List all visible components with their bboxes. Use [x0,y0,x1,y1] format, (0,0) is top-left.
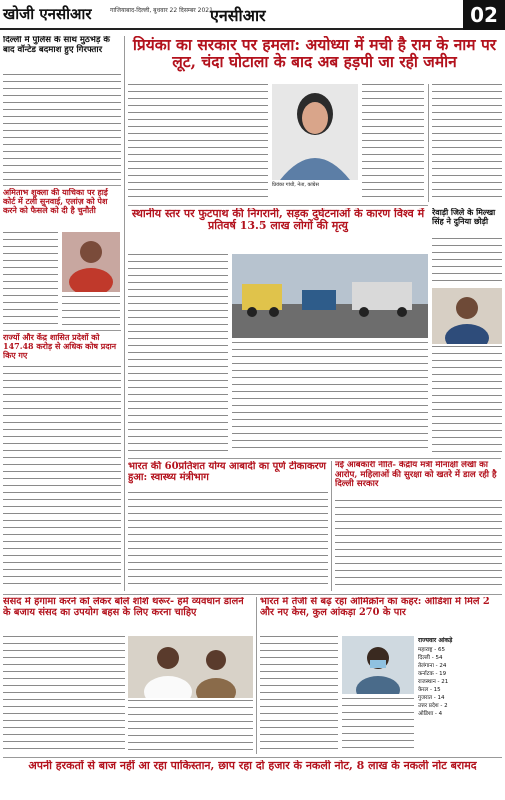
omicron-stat-item: उत्तर प्रदेश - 2 [418,703,448,709]
road-body [128,254,228,454]
amit-photo [62,232,120,292]
rewari-headline-block [432,208,502,236]
omicron-stat-item: दिल्ली - 54 [418,655,443,661]
section-title: एनसीआर [210,6,266,25]
priyanka-body [128,84,268,202]
rewari-body [432,238,502,286]
delhi-police-headline: दिल्ली में पुलिस के साथ मुठभेड़ के बाद वॉन्टेड बदमाश हुए गिरफ्तार [3,36,110,55]
omicron-body-2 [342,698,414,754]
vaccine-headline: भारत की 60प्रतिशत योग्य आबादी का पूर्ण टीकाकरण हुआ: स्वास्थ्य मंत्रीभाग [128,461,326,484]
omicron-photo [342,636,414,694]
priyanka-photo [272,84,358,180]
priyanka-body-2 [362,84,424,202]
page-number: 02 [463,0,505,30]
priyanka-headline: प्रियंका का सरकार पर हमला: अयोध्या में मची है राम के नाम पर लूट, चंदा घोटाला के बाद अब हड़पी जा रही जमीन [132,36,497,72]
amit-headline: अमिताभ शुक्ला की याचिका पर हाई कोर्ट में टली सुनवाई, एलांज़ को पेश करने को फैसले को दी है चुनौती [3,188,108,215]
omicron-stat-item: राजस्थान - 21 [418,679,449,685]
excise-headline-block [335,461,502,497]
omicron-stat-item: ओडिशा - 4 [418,711,443,717]
amit-headline-block [3,188,121,228]
omicron-stat-item: गुजरात - 14 [418,695,445,701]
masthead [0,0,505,30]
omicron-body [260,636,338,754]
omicron-stat-item: कर्नाटक - 19 [418,671,447,677]
priyanka-caption: प्रियंका गांधी, नेता, कांग्रेस [272,182,358,188]
omicron-stat-item: महाराष्ट्र - 65 [418,647,445,653]
omicron-stats-box [418,636,502,754]
dateline: गाजियाबाद-दिल्ली, बुधवार 22 दिसम्बर 2021 [110,7,213,14]
excise-body [335,500,502,590]
rewari-headline: रेवाड़ी जिले के मिल्खा सिंह ने दुनिया छोड़ी [432,208,496,226]
omicron-stat-item: केरल - 15 [418,687,441,693]
amit-body [3,232,58,328]
amit-body-2 [62,296,120,328]
road-body-2 [232,342,428,454]
fake-notes-headline-block [3,760,502,798]
right-brief [432,84,502,202]
omicron-headline: भारत में तेजी से बढ़ रहा ओमिक्रॉन का कहर: ओडिशा में मिले 2 और नए केस, कुल आंकड़ा 270 के पार [260,597,490,618]
rewari-photo [432,288,502,344]
fund-body [3,366,121,588]
omicron-stats-title: राज्यवार आंकड़े [418,637,453,644]
fake-notes-headline: अपनी हरकतों से बाज नहीं आ रहा पाकिस्तान, छाप रहा दो हजार के नकली नोट, 8 लाख के नकली नोट बरामद [28,760,477,772]
priyanka-headline-block [128,36,501,80]
fund-headline: राज्यों और केंद्र शासित प्रदेशों को 147.48 करोड़ से अधिक कोष प्रदान किए गए [3,333,117,360]
parliament-headline: संसद में हंगामा करने को लेकर बोले शशि थरूर- हमें व्यवधान डालने के बजाय संसद का उपयोग बहस के लिए करना चाहिए [3,597,244,618]
road-photo [232,254,428,338]
vaccine-headline-block [128,461,328,489]
parliament-photo [128,636,253,698]
newspaper-brand: खोजी एनसीआर [3,5,92,23]
parliament-body [3,636,125,754]
delhi-police-headline-block [3,36,121,72]
omicron-stat-item: तेलंगाना - 24 [418,663,447,669]
road-headline: स्थानीय स्तर पर फुटपाथ की निगरानी, सड़क दुर्घटनाओं के कारण विश्व में प्रतिवर्ष 13.5 लाख लोगों की मृत्यु [131,208,425,233]
fund-headline-block [3,333,121,363]
parliament-headline-block [3,597,253,633]
omicron-headline-block [260,597,502,633]
vaccine-body [128,492,328,590]
delhi-police-body [3,74,121,182]
excise-headline: नई आबकारी नीति- केंद्रीय मंत्री मीनाक्षी लेखी का आरोप, महिलाओं की सुरक्षा को खतरे में डाल रही है दिल्ली सरकार [335,461,497,490]
parliament-body-2 [128,700,253,754]
omicron-stats-list [418,646,502,718]
rewari-body-2 [432,346,502,454]
road-headline-block [128,208,428,250]
